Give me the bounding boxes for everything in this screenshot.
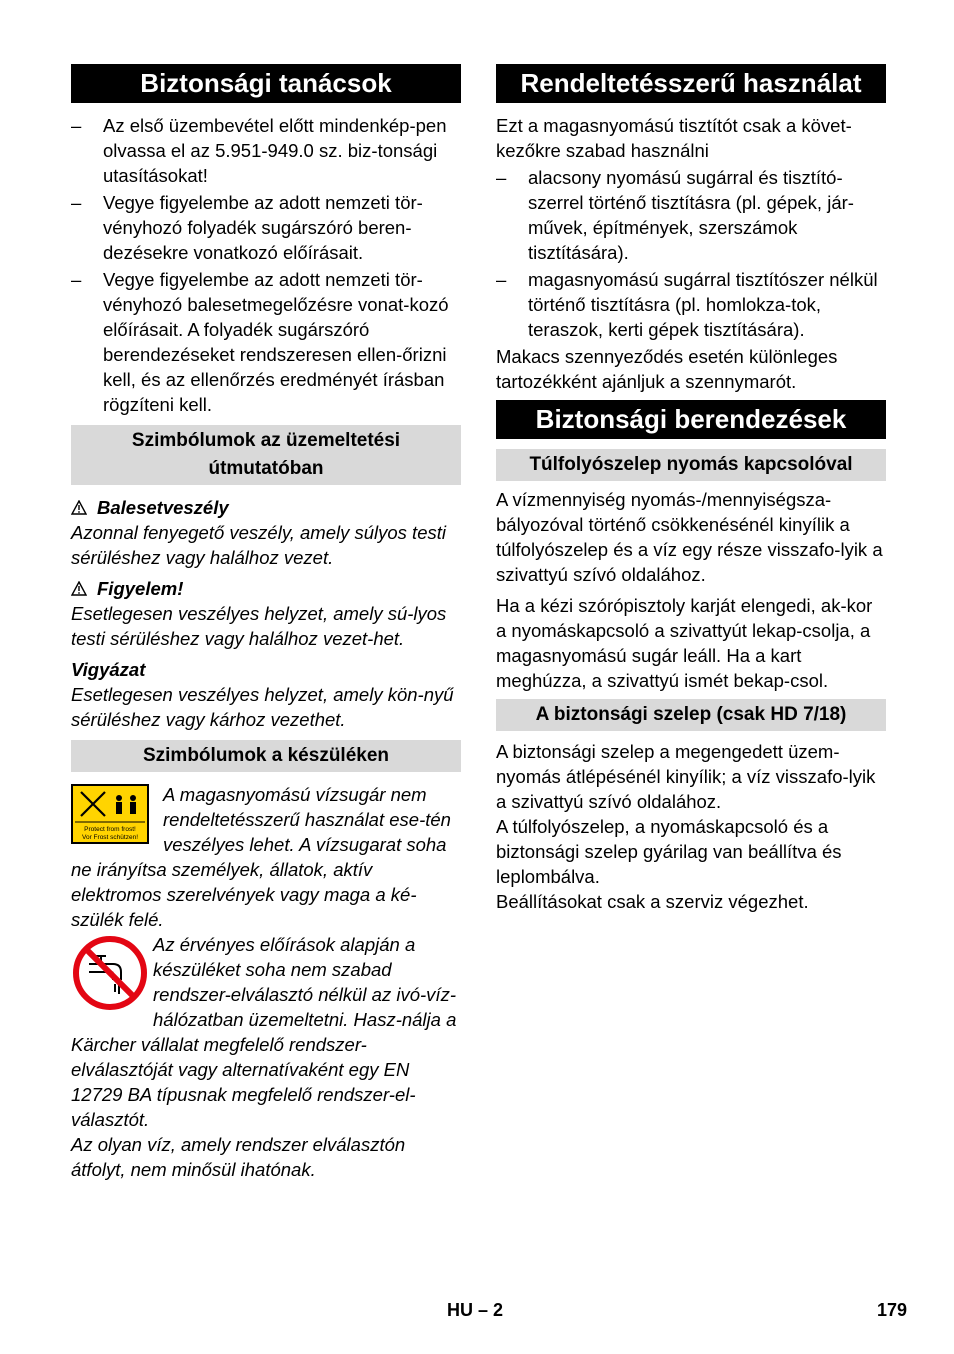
warning-label-row — [71, 576, 461, 601]
svg-text:Vor Frost schützen!: Vor Frost schützen! — [82, 834, 138, 841]
safety-valve-text-1: A biztonsági szelep a megengedett üzem-nyomás átlépésénél kinyílik; a víz visszafo-lyik a szivattyú szívó oldalához. — [496, 741, 876, 812]
list-item: – Az első üzembevétel előtt mindenkép-pen olvassa el az 5.951-949.0 sz. biz-tonsági utasításokat! — [71, 115, 447, 186]
manual-symbols-heading: Szimbólumok az üzemeltetési útmutatóban — [71, 425, 461, 485]
safety-devices-heading: Biztonsági berendezések — [496, 400, 886, 439]
overflow-valve-heading: Túlfolyószelep nyomás kapcsolóval — [496, 449, 886, 481]
right-column — [496, 64, 886, 914]
caution-text: Esetlegesen veszélyes helyzet, amely kön-nyű sérüléshez vagy kárhoz vezethet. — [71, 684, 454, 730]
safety-valve-text-2: A túlfolyószelep, a nyomáskapcsoló és a biztonsági szelep gyárilag van beállítva és leplombálva. — [496, 816, 842, 887]
intended-use-outro: Makacs szennyeződés esetén különleges tartozékként ajánljuk a szennymarót. — [496, 346, 838, 392]
symbol1-block — [71, 782, 461, 932]
list-item: – alacsony nyomású sugárral és tisztító-szerrel történő tisztításra (pl. gépek, jár-művek, építmények, szerszámok tisztítására). — [496, 167, 854, 263]
list-item: – Vegye figyelembe az adott nemzeti tör-vényhozó balesetmegelőzésre vonat-kozó előírásait. A folyadék sugárszóró berendezéseket rendszeresen ellen-őrizni kell, és az ellenőrzés eredményét írásban rögzíteni kell. — [71, 269, 449, 415]
danger-label-row — [71, 495, 461, 520]
overflow-valve-text-1: A vízmennyiség nyomás-/mennyiségsza-bályozóval történő csökkenésénél kinyílik a túlfolyószelep és a víz egy része visszafo-lyik a szivattyú szívó oldalához. — [496, 489, 883, 585]
caution-label: Vigyázat — [71, 659, 146, 680]
intended-use-heading: Rendeltetésszerű használat — [496, 64, 886, 103]
symbol1-text: A magasnyomású vízsugár nem rendeltetésszerű használat ese-tén veszélyes lehet. A vízsugarat soha ne irányítsa személyek, állatok, aktív elektromos szerelvények vagy maga a ké-szülék felé. — [71, 784, 451, 930]
left-column — [71, 64, 461, 1182]
warning-triangle-icon — [71, 581, 87, 596]
no-drinking-water-connection-icon — [71, 934, 149, 1012]
high-pressure-warning-icon — [71, 784, 149, 844]
safety-tips-list — [71, 113, 461, 417]
symbol2-extra-text: Az olyan víz, amely rendszer elválasztón átfolyt, nem minősül ihatónak. — [71, 1134, 406, 1180]
safety-valve-text-3: Beállításokat csak a szerviz végezhet. — [496, 891, 809, 912]
intended-use-list — [496, 165, 886, 342]
footer-section-label: HU – 2 — [447, 1300, 504, 1320]
device-symbols-heading: Szimbólumok a készüléken — [71, 740, 461, 772]
safety-valve-heading: A biztonsági szelep (csak HD 7/18) — [496, 699, 886, 731]
symbol2-block — [71, 932, 461, 1182]
svg-text:Protect from frost!: Protect from frost! — [84, 826, 136, 833]
list-item: – magasnyomású sugárral tisztítószer nélkül történő tisztításra (pl. homlokza-tok, teraszok, kerti gépek tisztítására). — [496, 269, 878, 340]
warning-text: Esetlegesen veszélyes helyzet, amely sú-lyos testi sérüléshez vagy halálhoz vezet-het. — [71, 603, 447, 649]
list-item: – Vegye figyelembe az adott nemzeti tör-vényhozó folyadék sugárszóró beren-dezésekre vonatkozó előírásait. — [71, 192, 423, 263]
danger-text: Azonnal fenyegető veszély, amely súlyos testi sérüléshez vagy halálhoz vezet. — [71, 522, 446, 568]
safety-tips-heading: Biztonsági tanácsok — [71, 64, 461, 103]
warning-triangle-icon — [71, 500, 87, 515]
warning-label: Figyelem! — [97, 578, 184, 599]
danger-label: Balesetveszély — [97, 497, 229, 518]
intended-use-intro: Ezt a magasnyomású tisztítót csak a követ-kezőkre szabad használni — [496, 115, 852, 161]
page-number: 179 — [877, 1300, 908, 1320]
symbol2-text: Az érvényes előírások alapján a készüléket soha nem szabad rendszer-elválasztó nélkül az ivó-víz-hálózatban üzemeltetni. Hasz-nálja a Kärcher vállalat megfelelő rendszer-elválasztóját vagy alternatívaként egy EN 12729 BA típusnak megfelelő rendszer-el-választót. — [71, 934, 457, 1130]
overflow-valve-text-2: Ha a kézi szórópisztoly karját elengedi, ak-kor a nyomáskapcsoló a szivattyút lekap-csolja, a magasnyomású sugár leáll. Ha a kart meghúzza, a szivattyú ismét bekap-csol. — [496, 595, 873, 691]
